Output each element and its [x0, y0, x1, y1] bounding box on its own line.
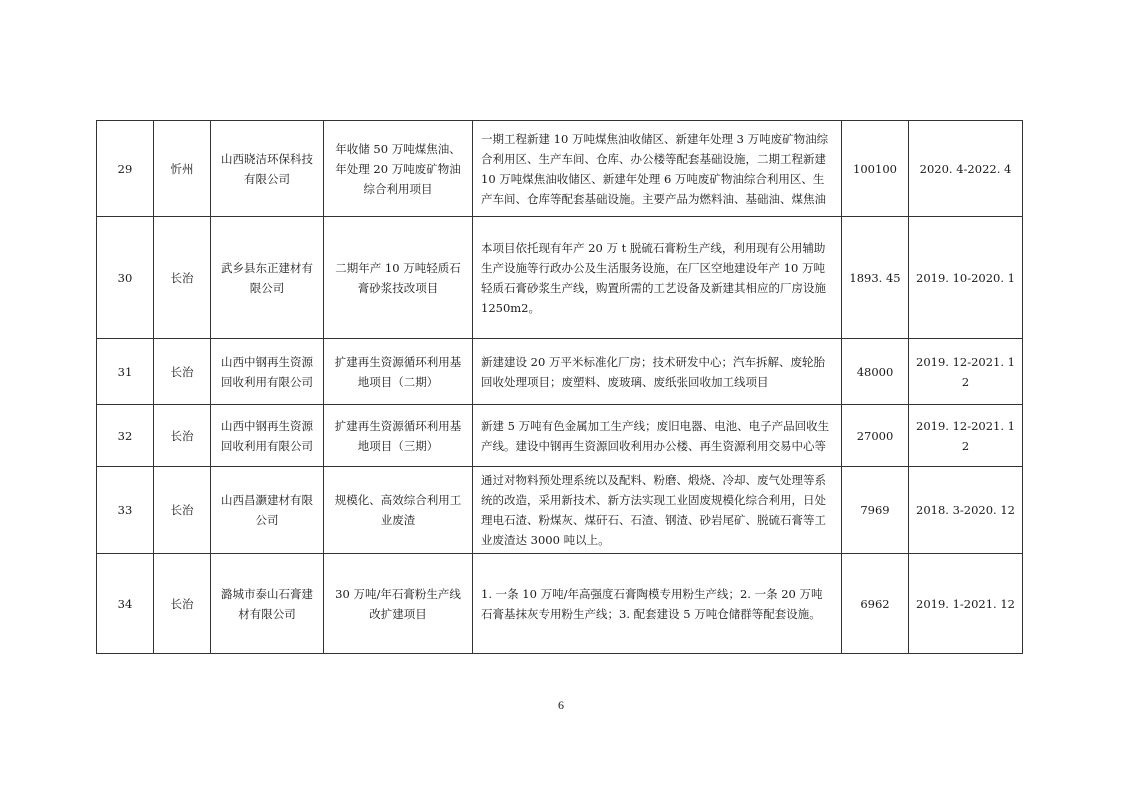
table-row	[97, 554, 1023, 654]
construction-period: 2018. 3-2020. 12	[909, 467, 1023, 554]
project-name: 年收储 50 万吨煤焦油、年处理 20 万吨废矿物油综合利用项目	[324, 121, 473, 217]
page-number: 6	[558, 698, 564, 712]
project-name: 二期年产 10 万吨轻质石膏砂浆技改项目	[324, 217, 473, 339]
city: 长治	[154, 339, 211, 405]
investment: 100100	[842, 121, 909, 217]
row-number: 32	[97, 405, 154, 467]
construction-period: 2019. 10-2020. 1	[909, 217, 1023, 339]
table-row	[97, 405, 1023, 467]
construction-period: 2019. 12-2021. 12	[909, 405, 1023, 467]
row-number: 29	[97, 121, 154, 217]
table-row	[97, 467, 1023, 554]
table-row	[97, 121, 1023, 217]
company-name: 潞城市泰山石膏建材有限公司	[211, 554, 324, 654]
investment: 1893. 45	[842, 217, 909, 339]
project-content: 1. 一条 10 万吨/年高强度石膏陶模专用粉生产线；2. 一条 20 万吨石膏基抹灰专用粉生产线；3. 配套建设 5 万吨仓储群等配套设施。	[473, 554, 842, 654]
investment: 7969	[842, 467, 909, 554]
project-name: 扩建再生资源循环利用基地项目（三期）	[324, 405, 473, 467]
table-row	[97, 217, 1023, 339]
company-name: 山西昌灏建材有限公司	[211, 467, 324, 554]
city: 长治	[154, 217, 211, 339]
city: 长治	[154, 554, 211, 654]
project-name: 30 万吨/年石膏粉生产线改扩建项目	[324, 554, 473, 654]
project-content: 一期工程新建 10 万吨煤焦油收储区、新建年处理 3 万吨废矿物油综合利用区、生产车间、仓库、办公楼等配套基础设施，二期工程新建 10 万吨煤焦油收储区、新建年处理 6 万吨废矿物油综合利用区、生产车间、仓库等配套基础设施。主要产品为燃料油、基础油、煤焦油	[473, 121, 842, 217]
project-table	[96, 120, 1023, 654]
city: 长治	[154, 467, 211, 554]
row-number: 31	[97, 339, 154, 405]
project-name: 扩建再生资源循环利用基地项目（二期）	[324, 339, 473, 405]
construction-period: 2020. 4-2022. 4	[909, 121, 1023, 217]
city: 忻州	[154, 121, 211, 217]
company-name: 山西中钢再生资源回收利用有限公司	[211, 339, 324, 405]
project-content: 新建建设 20 万平米标准化厂房；技术研发中心；汽车拆解、废轮胎回收处理项目；废塑料、废玻璃、废纸张回收加工线项目	[473, 339, 842, 405]
project-content: 通过对物料预处理系统以及配料、粉磨、煅烧、冷却、废气处理等系统的改造，采用新技术、新方法实现工业固废规模化综合利用，日处理电石渣、粉煤灰、煤矸石、石渣、钢渣、砂岩尾矿、脱硫石膏等工业废渣达 3000 吨以上。	[473, 467, 842, 554]
city: 长治	[154, 405, 211, 467]
company-name: 山西中钢再生资源回收利用有限公司	[211, 405, 324, 467]
investment: 6962	[842, 554, 909, 654]
project-name: 规模化、高效综合利用工业废渣	[324, 467, 473, 554]
row-number: 33	[97, 467, 154, 554]
company-name: 山西晓洁环保科技有限公司	[211, 121, 324, 217]
project-content: 新建 5 万吨有色金属加工生产线；废旧电器、电池、电子产品回收生产线。建设中钢再生资源回收利用办公楼、再生资源利用交易中心等	[473, 405, 842, 467]
row-number: 30	[97, 217, 154, 339]
investment: 48000	[842, 339, 909, 405]
row-number: 34	[97, 554, 154, 654]
project-content: 本项目依托现有年产 20 万 t 脱硫石膏粉生产线，利用现有公用辅助生产设施等行政办公及生活服务设施，在厂区空地建设年产 10 万吨轻质石膏砂浆生产线，购置所需的工艺设备及新建其相应的厂房设施 1250m2。	[473, 217, 842, 339]
construction-period: 2019. 12-2021. 12	[909, 339, 1023, 405]
construction-period: 2019. 1-2021. 12	[909, 554, 1023, 654]
table-row	[97, 339, 1023, 405]
investment: 27000	[842, 405, 909, 467]
company-name: 武乡县东正建材有限公司	[211, 217, 324, 339]
